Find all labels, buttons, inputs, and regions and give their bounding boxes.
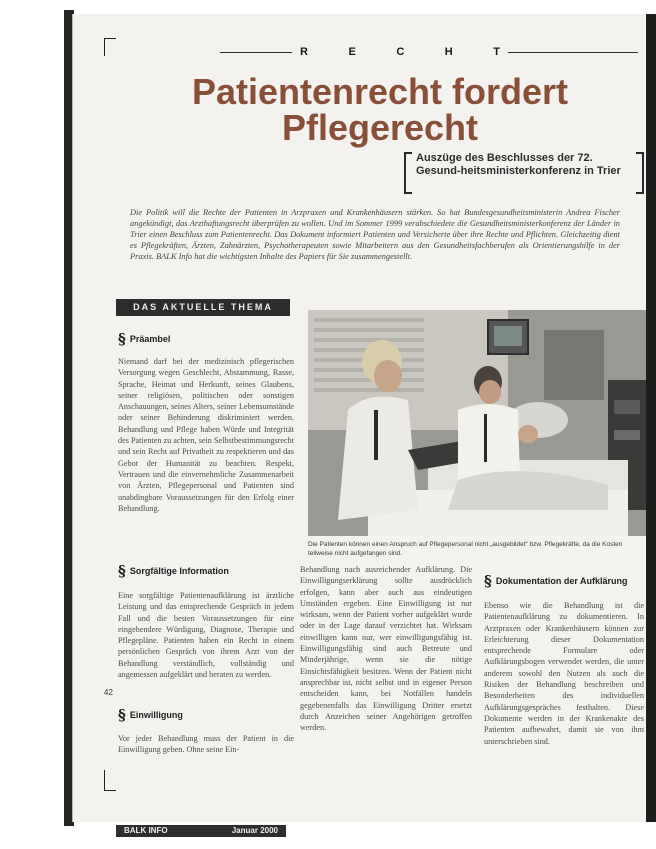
heading-information xyxy=(118,562,229,580)
heading-dokumentation xyxy=(484,572,628,590)
section-letter: E xyxy=(348,46,356,58)
heading-einwilligung-text: Einwilligung xyxy=(129,710,183,720)
footer-bar xyxy=(116,825,286,837)
text-einwilligung-continued: Behandlung nach ausreichender Aufklärung. Die Einwilligungserklärung sollte ausdrücklich erfolgen, kann aber auch aus eindeutigen Umständen ergeben. Eine Einwilligung ist nur wirksam, wenn der Patient vorher aufgeklärt wurde oder in der Lage darauf verzichtet hat. Wirksam einwilligen kann nur, wer einwilligungsfähig ist. Einwilligungsfähig sind auch Betreute und Minderjährige, wenn sie die nötige Einsichtsfähigkeit besitzen. Wenn der Patient nicht ansprechbar ist, nicht selbst und in eigener Person entscheiden kann, bei Notfällen handeln gegebenenfalls das Einwilligung Dritter ersetzt durch Anzeichen seiner Angehörigen getroffen werden. xyxy=(300,565,472,733)
bracket-right xyxy=(636,152,644,194)
scan-shadow-right xyxy=(646,14,656,822)
section-letter: R xyxy=(300,46,308,58)
crop-mark xyxy=(104,790,116,791)
paragraph-icon: § xyxy=(118,330,126,348)
paragraph-icon: § xyxy=(118,706,126,724)
heading-dokumentation-text: Dokumentation der Aufklärung xyxy=(495,576,628,586)
subtitle-box xyxy=(404,152,650,194)
section-label xyxy=(300,46,500,58)
heading-praeambel xyxy=(118,330,170,348)
section-letter: T xyxy=(493,46,500,58)
heading-information-text: Sorgfältige Information xyxy=(129,566,229,576)
hospital-scene-image xyxy=(308,310,646,536)
text-praeambel: Niemand darf bei der medizinisch pflegerischen Versorgung wegen Geschlecht, Abstammung, Rasse, Sprache, Heimat und Herkunft, seines Glaubens, seiner religiösen, politischen oder sonstigen Anschauungen, seines Alters, seiner Lebensumstände oder seiner Behinderung diskriminiert werden. Behandlung und Pflege haben Würde und Integrität des Patienten zu achten, sein Selbstbestimmungsrecht und sein Recht auf Privatheit zu respektieren und das Gebot der Humanität zu beachten. Respekt, Vertrauen und die einvernehmliche Zusammenarbeit von Ärzten, Pflegepersonal und Patienten sind unabdingbare Voraussetzungen für den Erfolg einer Behandlung. xyxy=(118,357,294,513)
crop-mark xyxy=(104,38,105,56)
topic-ribbon: DAS AKTUELLE THEMA xyxy=(116,299,290,316)
section-rule-right xyxy=(508,52,638,53)
bracket-left xyxy=(404,152,412,194)
heading-praeambel-text: Präambel xyxy=(129,334,171,344)
crop-mark xyxy=(104,38,116,39)
footer-date: Januar 2000 xyxy=(231,826,278,835)
hospital-photo xyxy=(308,310,646,536)
section-letter: C xyxy=(396,46,405,58)
text-dokumentation: Ebenso wie die Behandlung ist die Patientenaufklärung zu dokumentieren. In Arztpraxen oder Krankenhäusern können zur Erleichterung dieser Dokumentation entsprechende Formulare oder Aufklärungsbogen verwendet werden, die unter anderem sowohl den Nutzen als auch die Risiken der Behandlung beschreiben und Besonderheiten des individuellen Aufklärungsgespräches festhalten. Diese Dokumente werden in der Krankenakte des Patienten aufbewahrt, damit sie von ihm unterschrieben sind. xyxy=(484,601,644,746)
page-number: 42 xyxy=(104,688,113,697)
article-title-line1: Patientenrecht fordert xyxy=(191,71,569,112)
article-title-line2: Pflegerecht xyxy=(281,107,479,148)
crop-mark xyxy=(104,770,105,790)
text-information: Eine sorgfältige Patientenaufklärung ist ärztliche Leistung und das entsprechende Gespräch in jedem Fall und die besten Voraussetzungen für eine eingehendere Würdigung, Diagnose, Therapie und Pflegepläne. Patienten haben ein Recht in einem persönlichen Gespräch von ihrem Arzt von der Behandlung verständlich, vollständig und angemessen aufgeklärt und beraten zu werden. xyxy=(118,591,294,680)
paragraph-icon: § xyxy=(484,572,492,590)
paragraph-icon: § xyxy=(118,562,126,580)
heading-einwilligung xyxy=(118,706,183,724)
article-subtitle: Auszüge des Beschlusses der 72. Gesund-heitsministerkonferenz in Trier xyxy=(416,152,621,177)
text-einwilligung: Vor jeder Behandlung muss der Patient in die Einwilligung geben. Ohne seine Ein- xyxy=(118,734,294,755)
section-letter: H xyxy=(444,46,453,58)
article-intro: Die Politik will die Rechte der Patienten in Arzpraxen und Krankenhäusern stärken. So hat Bundesgesundheitsministerin Andrea Fischer angekündigt, das Arzthaftungsrecht überprüfen zu wollen. Und im Sommer 1999 verabschiedete die Gesundheitsministerkonferenz der Länder in Trier einen Beschluss zum Patientenrecht. Das Dokument informiert Patienten und Versicherte über ihre Rechte und Pflichten. Gleichzeitig dient es Pflegekräften, Ärzten, Zahnärzten, Psychotherapeuten sowie Mitarbeitern aus den Gesundheitsfachberufen als Orientierungshilfe in der Praxis. BALK Info hat die wichtigsten Inhalte des Papiers für Sie zusammengestellt. xyxy=(130,208,620,261)
photo-caption: Die Patienten können einen Anspruch auf Pflegepersonal nicht „ausgebildet“ bzw. Pflegekräfte, da die Kosten teilweise nicht aufgefangen sind. xyxy=(308,541,623,557)
footer-publication: BALK INFO xyxy=(124,826,168,835)
section-rule-left xyxy=(220,52,292,53)
